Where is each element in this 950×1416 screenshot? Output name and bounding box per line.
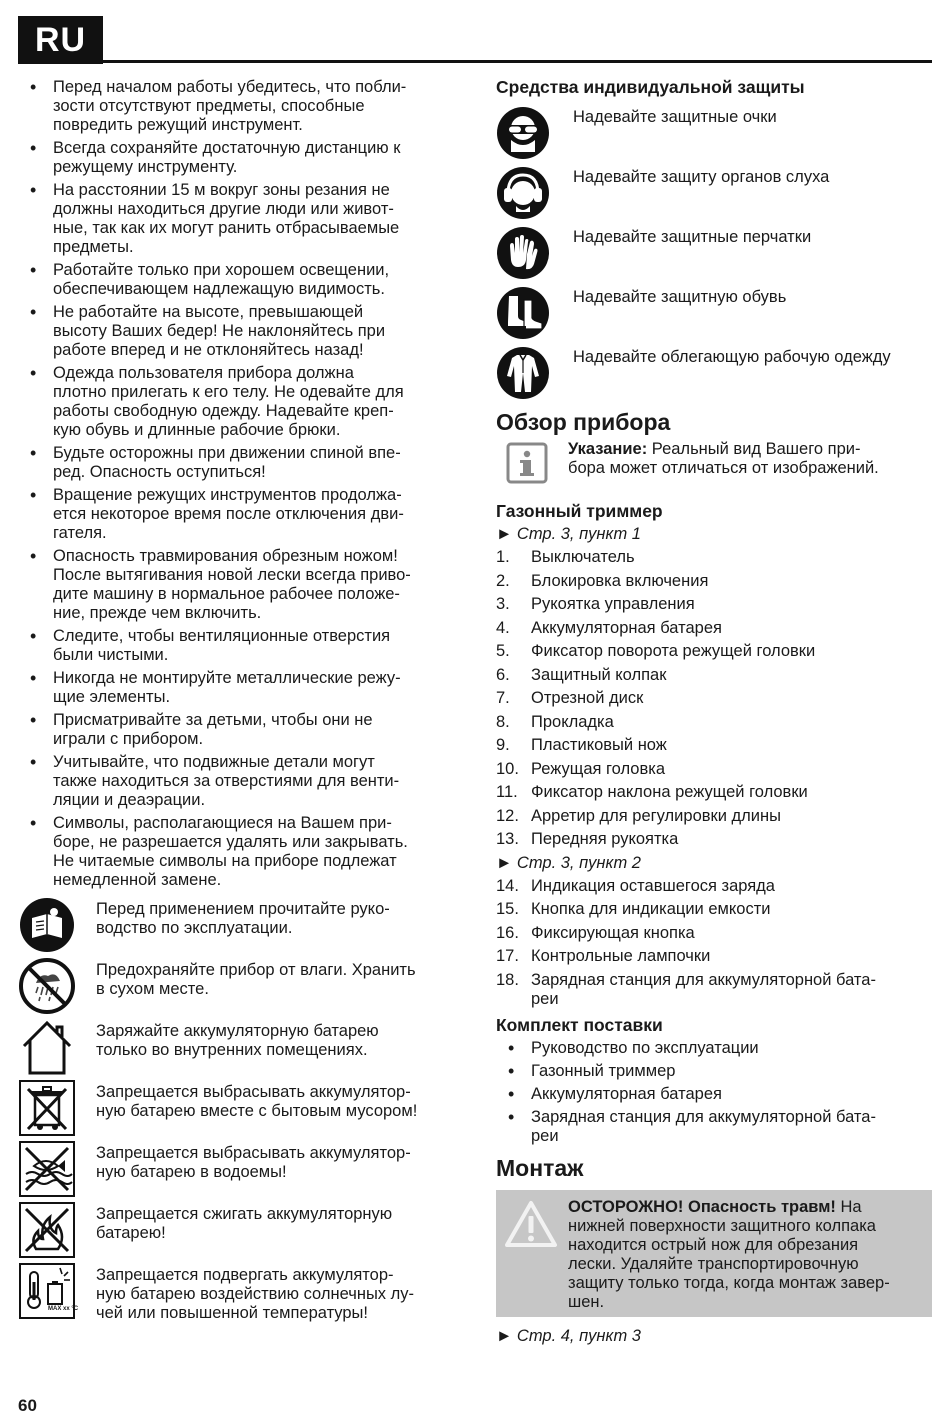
part-number: 11. [496,783,518,801]
part-label: Арретир для регулировки длины [531,806,781,825]
symbol-text: Перед применением прочитайте руко- водство по эксплуатации. [96,900,390,937]
symbol-row [18,1140,458,1201]
safety-bullet: • Вращение режущих инструментов продолжа- ется некоторое время после отключения дви- гателя. [18,486,458,543]
ppe-text: Надевайте облегающую рабочую одежду [573,348,891,366]
safety-glasses-icon [496,106,550,160]
safety-bullets [18,78,458,890]
part-number: 7. [496,689,510,707]
ppe-icon-wrap [496,226,550,280]
house-icon [18,1018,76,1076]
ppe-row [496,164,936,224]
delivery-item: • Руководство по эксплуатации [496,1039,936,1058]
no-fire-icon [18,1201,76,1259]
safety-bullet: • На расстоянии 15 м вокруг зоны резания не должны находиться другие люди или живот- ные, так как их могут ранить отбрасываемые предметы. [18,181,458,257]
ppe-list [496,104,936,404]
ppe-row [496,104,936,164]
warning-triangle-icon [504,1200,558,1248]
safety-bullet: • Перед началом работы убедитесь, что побли- зости отсутствуют предметы, способные повредить режущий инструмент. [18,78,458,135]
part-number: 16. [496,923,519,942]
ppe-text: Надевайте защитную обувь [573,288,787,306]
figure-reference: ► Стр. 3, пункт 2 [496,853,641,872]
ppe-icon-wrap [496,286,550,340]
ppe-text: Надевайте защитные очки [573,108,777,126]
symbol-icon-wrap [18,957,76,1015]
ppe-icon-wrap [496,166,550,220]
part-label: Кнопка для индикации емкости [531,900,771,918]
part-item [496,640,936,664]
symbol-row [18,896,458,957]
part-number: 1. [496,548,510,566]
ppe-icon-wrap [496,106,550,160]
part-label: Блокировка включения [531,571,709,590]
safety-bullet: • Всегда сохраняйте достаточную дистанцию к режущему инструменту. [18,139,458,177]
part-number: 9. [496,736,510,754]
safety-bullet: • Будьте осторожны при движении спиной впе- ред. Опасность оступиться! [18,444,458,482]
figure-reference: ► Стр. 4, пункт 3 [496,1326,641,1345]
symbol-list [18,896,458,1323]
info-icon [506,442,548,484]
symbol-text: Запрещается сжигать аккумуляторную батарею! [96,1205,393,1242]
part-item [496,734,936,758]
symbol-row [18,1262,458,1323]
part-number: 14. [496,876,519,895]
part-item [496,617,936,641]
ppe-row [496,224,936,284]
delivery-item: • Аккумуляторная батарея [496,1085,936,1104]
part-item [496,570,936,594]
no-rain-icon [18,957,76,1015]
language-badge: RU [18,16,103,64]
trimmer-heading: Газонный триммер [496,501,663,521]
part-label: Фиксирующая кнопка [531,923,695,942]
safety-bullet: • Символы, располагающиеся на Вашем при- боре, не разрешается удалять или закрывать. Не читаемые символы на приборе подлежат немедленной замене. [18,814,458,890]
part-label: Передняя рукоятка [531,830,679,848]
part-label: Пластиковый нож [531,736,667,754]
part-item [496,546,936,570]
part-item [496,593,936,617]
read-manual-icon [18,896,76,954]
part-label: Индикация оставшегося заряда [531,876,775,895]
safety-bullet: • Учитывайте, что подвижные детали могут также находиться за отверстиями для венти- ляции и деаэрации. [18,753,458,810]
part-number: 8. [496,712,510,731]
part-number: 2. [496,571,510,590]
symbol-text: Запрещается выбрасывать аккумулятор- ную батарею вместе с бытовым мусором! [96,1083,418,1120]
safety-bullet: • Одежда пользователя прибора должна плотно прилегать к его телу. Не одевайте для работы свободную одежду. Надевайте креп- кую обувь и длинные рабочие брюки. [18,364,458,440]
part-number: 12. [496,806,519,825]
part-label: Фиксатор наклона режущей головки [531,783,808,801]
symbol-row [18,957,458,1018]
overview-heading: Обзор прибора [496,409,671,435]
ppe-icon-wrap [496,346,550,400]
part-label: Выключатель [531,548,635,566]
symbol-text: Запрещается выбрасывать аккумулятор- ную батарею в водоемы! [96,1144,411,1181]
safety-bullet: • Никогда не монтируйте металлические режу- щие элементы. [18,669,458,707]
part-label: Прокладка [531,712,614,731]
part-item [496,945,936,969]
symbol-icon-wrap [18,896,76,954]
icon-caption: MAX xx °C [48,1306,79,1312]
safety-bullet: • Работайте только при хорошем освещении, обеспечивающем надлежащую видимость. [18,261,458,299]
part-item [496,664,936,688]
safety-bullet: • Опасность травмирования обрезным ножом! После вытягивания новой лески всегда приво- дите машину в нормальное рабочее положе- ние, прежде чем включить. [18,547,458,623]
symbol-icon-wrap [18,1018,76,1076]
ppe-heading: Средства индивидуальной защиты [496,77,805,97]
figure-reference: ► Стр. 3, пункт 1 [496,525,641,543]
parts-list [496,546,936,852]
warning-text: ОСТОРОЖНО! Опасность травм! На нижней поверхности защитного колпака находится острый нож для обрезания лески. Удаляйте транспортировочную защиту только тогда, когда монтаж завер- шен. [568,1197,890,1311]
part-number: 17. [496,947,519,965]
part-item [496,758,936,782]
part-number: 18. [496,970,519,989]
symbol-text: Заряжайте аккумуляторную батарею только во внутренних помещениях. [96,1022,379,1059]
part-item [496,875,936,899]
part-label: Режущая головка [531,759,665,778]
part-item [496,711,936,735]
part-number: 4. [496,618,510,637]
safety-boots-icon [496,286,550,340]
part-number: 13. [496,830,519,848]
part-item [496,922,936,946]
part-label: Аккумуляторная батарея [531,618,722,637]
ear-protection-icon [496,166,550,220]
ppe-text: Надевайте защитные перчатки [573,228,812,246]
header-rule [103,60,932,63]
note-text: Указание: Реальный вид Вашего при- бора может отличаться от изображений. [568,440,879,477]
part-number: 15. [496,900,519,918]
part-label: Защитный колпак [531,665,667,684]
page-number: 60 [18,1396,37,1415]
right-column [496,76,936,1346]
symbol-icon-wrap [18,1262,79,1320]
safety-bullet: • Присматривайте за детьми, чтобы они не играли с прибором. [18,711,458,749]
part-label: Отрезной диск [531,689,644,707]
part-label: Рукоятка управления [531,595,695,613]
part-number: 6. [496,665,510,684]
part-label: Фиксатор поворота режущей головки [531,642,816,660]
part-item [496,969,936,1009]
assembly-heading: Монтаж [496,1154,584,1181]
part-item [496,828,936,852]
ppe-row [496,284,936,344]
symbol-row [18,1079,458,1140]
safety-bullet: • Следите, чтобы вентиляционные отверстия были чистыми. [18,627,458,665]
symbol-row [18,1018,458,1079]
part-number: 10. [496,759,519,778]
left-column [18,78,458,1323]
ppe-row [496,344,936,404]
part-label: Зарядная станция для аккумуляторной бата- реи [531,970,876,1008]
delivery-list [496,1039,936,1146]
symbol-icon-wrap [18,1079,76,1137]
symbol-text: Предохраняйте прибор от влаги. Хранить в сухом месте. [96,961,416,998]
part-number: 5. [496,642,510,660]
part-item [496,687,936,711]
delivery-item: • Зарядная станция для аккумуляторной бата- реи [496,1108,936,1146]
ppe-text: Надевайте защиту органов слуха [573,168,830,186]
symbol-row [18,1201,458,1262]
warning-box [496,1190,932,1317]
delivery-heading: Комплект поставки [496,1014,663,1035]
delivery-item: • Газонный триммер [496,1062,936,1081]
gloves-icon [496,226,550,280]
part-number: 3. [496,595,510,613]
parts-list [496,875,936,1009]
no-water-disposal-icon [18,1140,76,1198]
part-label: Контрольные лампочки [531,947,711,965]
note-box [496,440,936,492]
symbol-icon-wrap [18,1140,76,1198]
crossed-bin-icon [18,1079,76,1137]
symbol-icon-wrap [18,1201,76,1259]
symbol-text: Запрещается подвергать аккумулятор- ную батарею воздействию солнечных лу- чей или повышенной температуры! [96,1266,415,1322]
safety-bullet: • Не работайте на высоте, превышающей высоту Ваших бедер! Не наклоняйтесь при работе вперед и не отклоняйтесь назад! [18,303,458,360]
coverall-icon [496,346,550,400]
part-item [496,781,936,805]
part-item [496,898,936,922]
part-item [496,805,936,829]
